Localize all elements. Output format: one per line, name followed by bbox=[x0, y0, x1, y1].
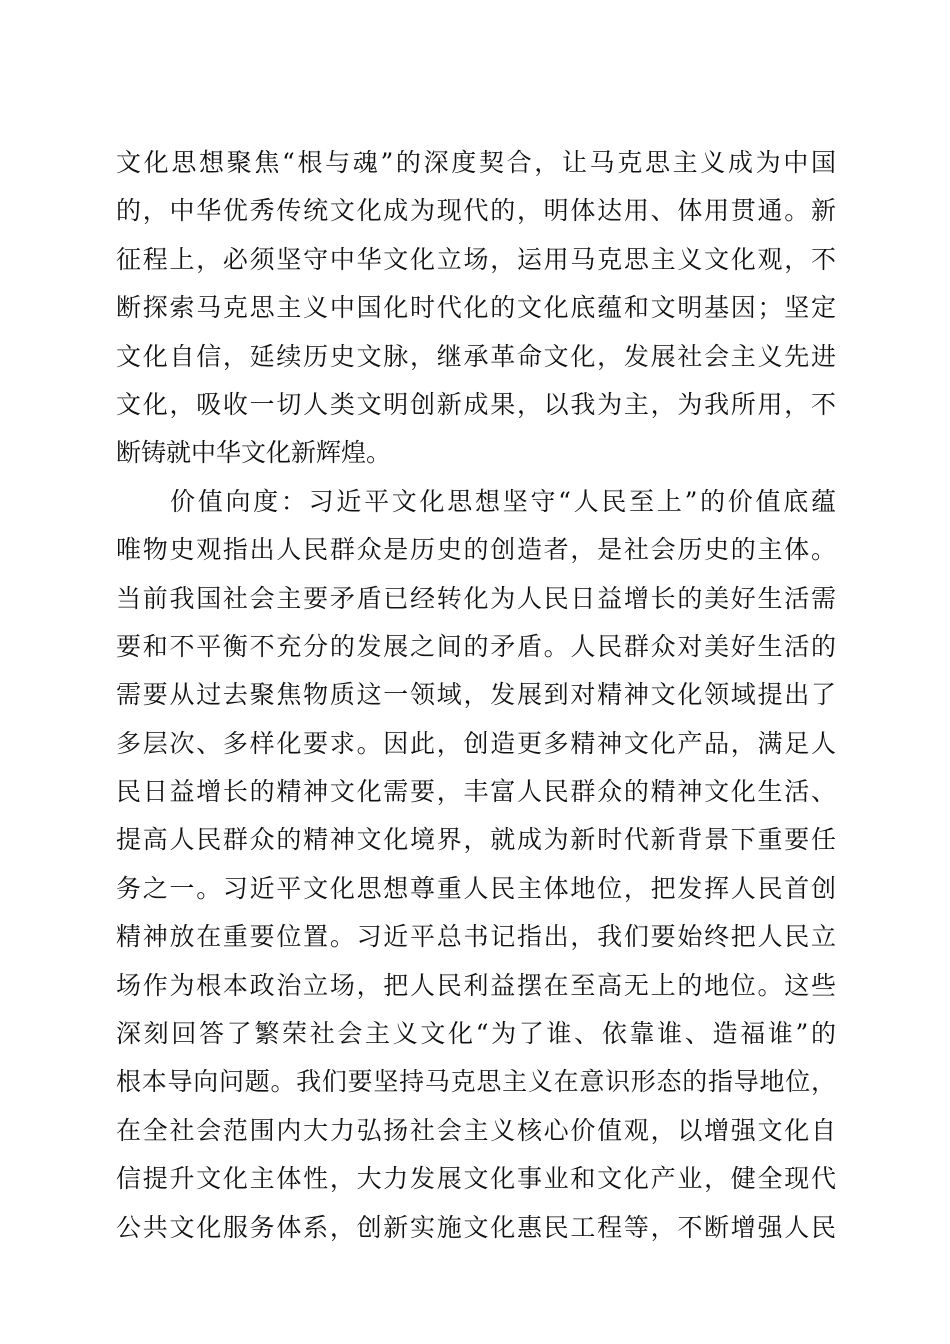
text-line: 断铸就中华文化新辉煌。 bbox=[116, 438, 392, 468]
text-line: 唯物史观指出人民群众是历史的创造者，是社会历史的主体。 bbox=[116, 535, 836, 565]
paragraph-heading-line: 价值向度：习近平文化思想坚守“人民至上”的价值底蕴 bbox=[170, 486, 836, 516]
text-line: 的，中华优秀传统文化成为现代的，明体达用、体用贯通。新 bbox=[116, 196, 836, 226]
text-line: 当前我国社会主要矛盾已经转化为人民日益增长的美好生活需 bbox=[116, 583, 836, 613]
text-line: 场作为根本政治立场，把人民利益摆在至高无上的地位。这些 bbox=[116, 970, 836, 1000]
text-line: 深刻回答了繁荣社会主义文化“为了谁、依靠谁、造福谁”的 bbox=[116, 1019, 836, 1049]
text-line: 在全社会范围内大力弘扬社会主义核心价值观，以增强文化自 bbox=[116, 1115, 836, 1145]
text-line: 文化，吸收一切人类文明创新成果，以我为主，为我所用，不 bbox=[116, 389, 836, 419]
text-line: 断探索马克思主义中国化时代化的文化底蕴和文明基因；坚定 bbox=[116, 293, 836, 323]
text-line: 提高人民群众的精神文化境界，就成为新时代新背景下重要任 bbox=[116, 825, 836, 855]
text-line: 文化自信，延续历史文脉，继承革命文化，发展社会主义先进 bbox=[116, 341, 836, 371]
text-line: 信提升文化主体性，大力发展文化事业和文化产业，健全现代 bbox=[116, 1164, 836, 1194]
text-line: 务之一。习近平文化思想尊重人民主体地位，把发挥人民首创 bbox=[116, 873, 836, 903]
text-line: 需要从过去聚焦物质这一领域，发展到对精神文化领域提出了 bbox=[116, 680, 836, 710]
text-line: 民日益增长的精神文化需要，丰富人民群众的精神文化生活、 bbox=[116, 777, 836, 807]
text-line: 多层次、多样化要求。因此，创造更多精神文化产品，满足人 bbox=[116, 728, 836, 758]
text-line: 文化思想聚焦“根与魂”的深度契合，让马克思主义成为中国 bbox=[116, 148, 836, 177]
body-text bbox=[116, 139, 836, 1252]
text-line: 精神放在重要位置。习近平总书记指出，我们要始终把人民立 bbox=[116, 922, 836, 952]
text-line: 要和不平衡不充分的发展之间的矛盾。人民群众对美好生活的 bbox=[116, 631, 836, 661]
text-line: 征程上，必须坚守中华文化立场，运用马克思主义文化观，不 bbox=[116, 244, 836, 274]
text-line: 公共文化服务体系，创新实施文化惠民工程等，不断增强人民 bbox=[116, 1212, 836, 1242]
text-line: 根本导向问题。我们要坚持马克思主义在意识形态的指导地位， bbox=[116, 1067, 836, 1097]
